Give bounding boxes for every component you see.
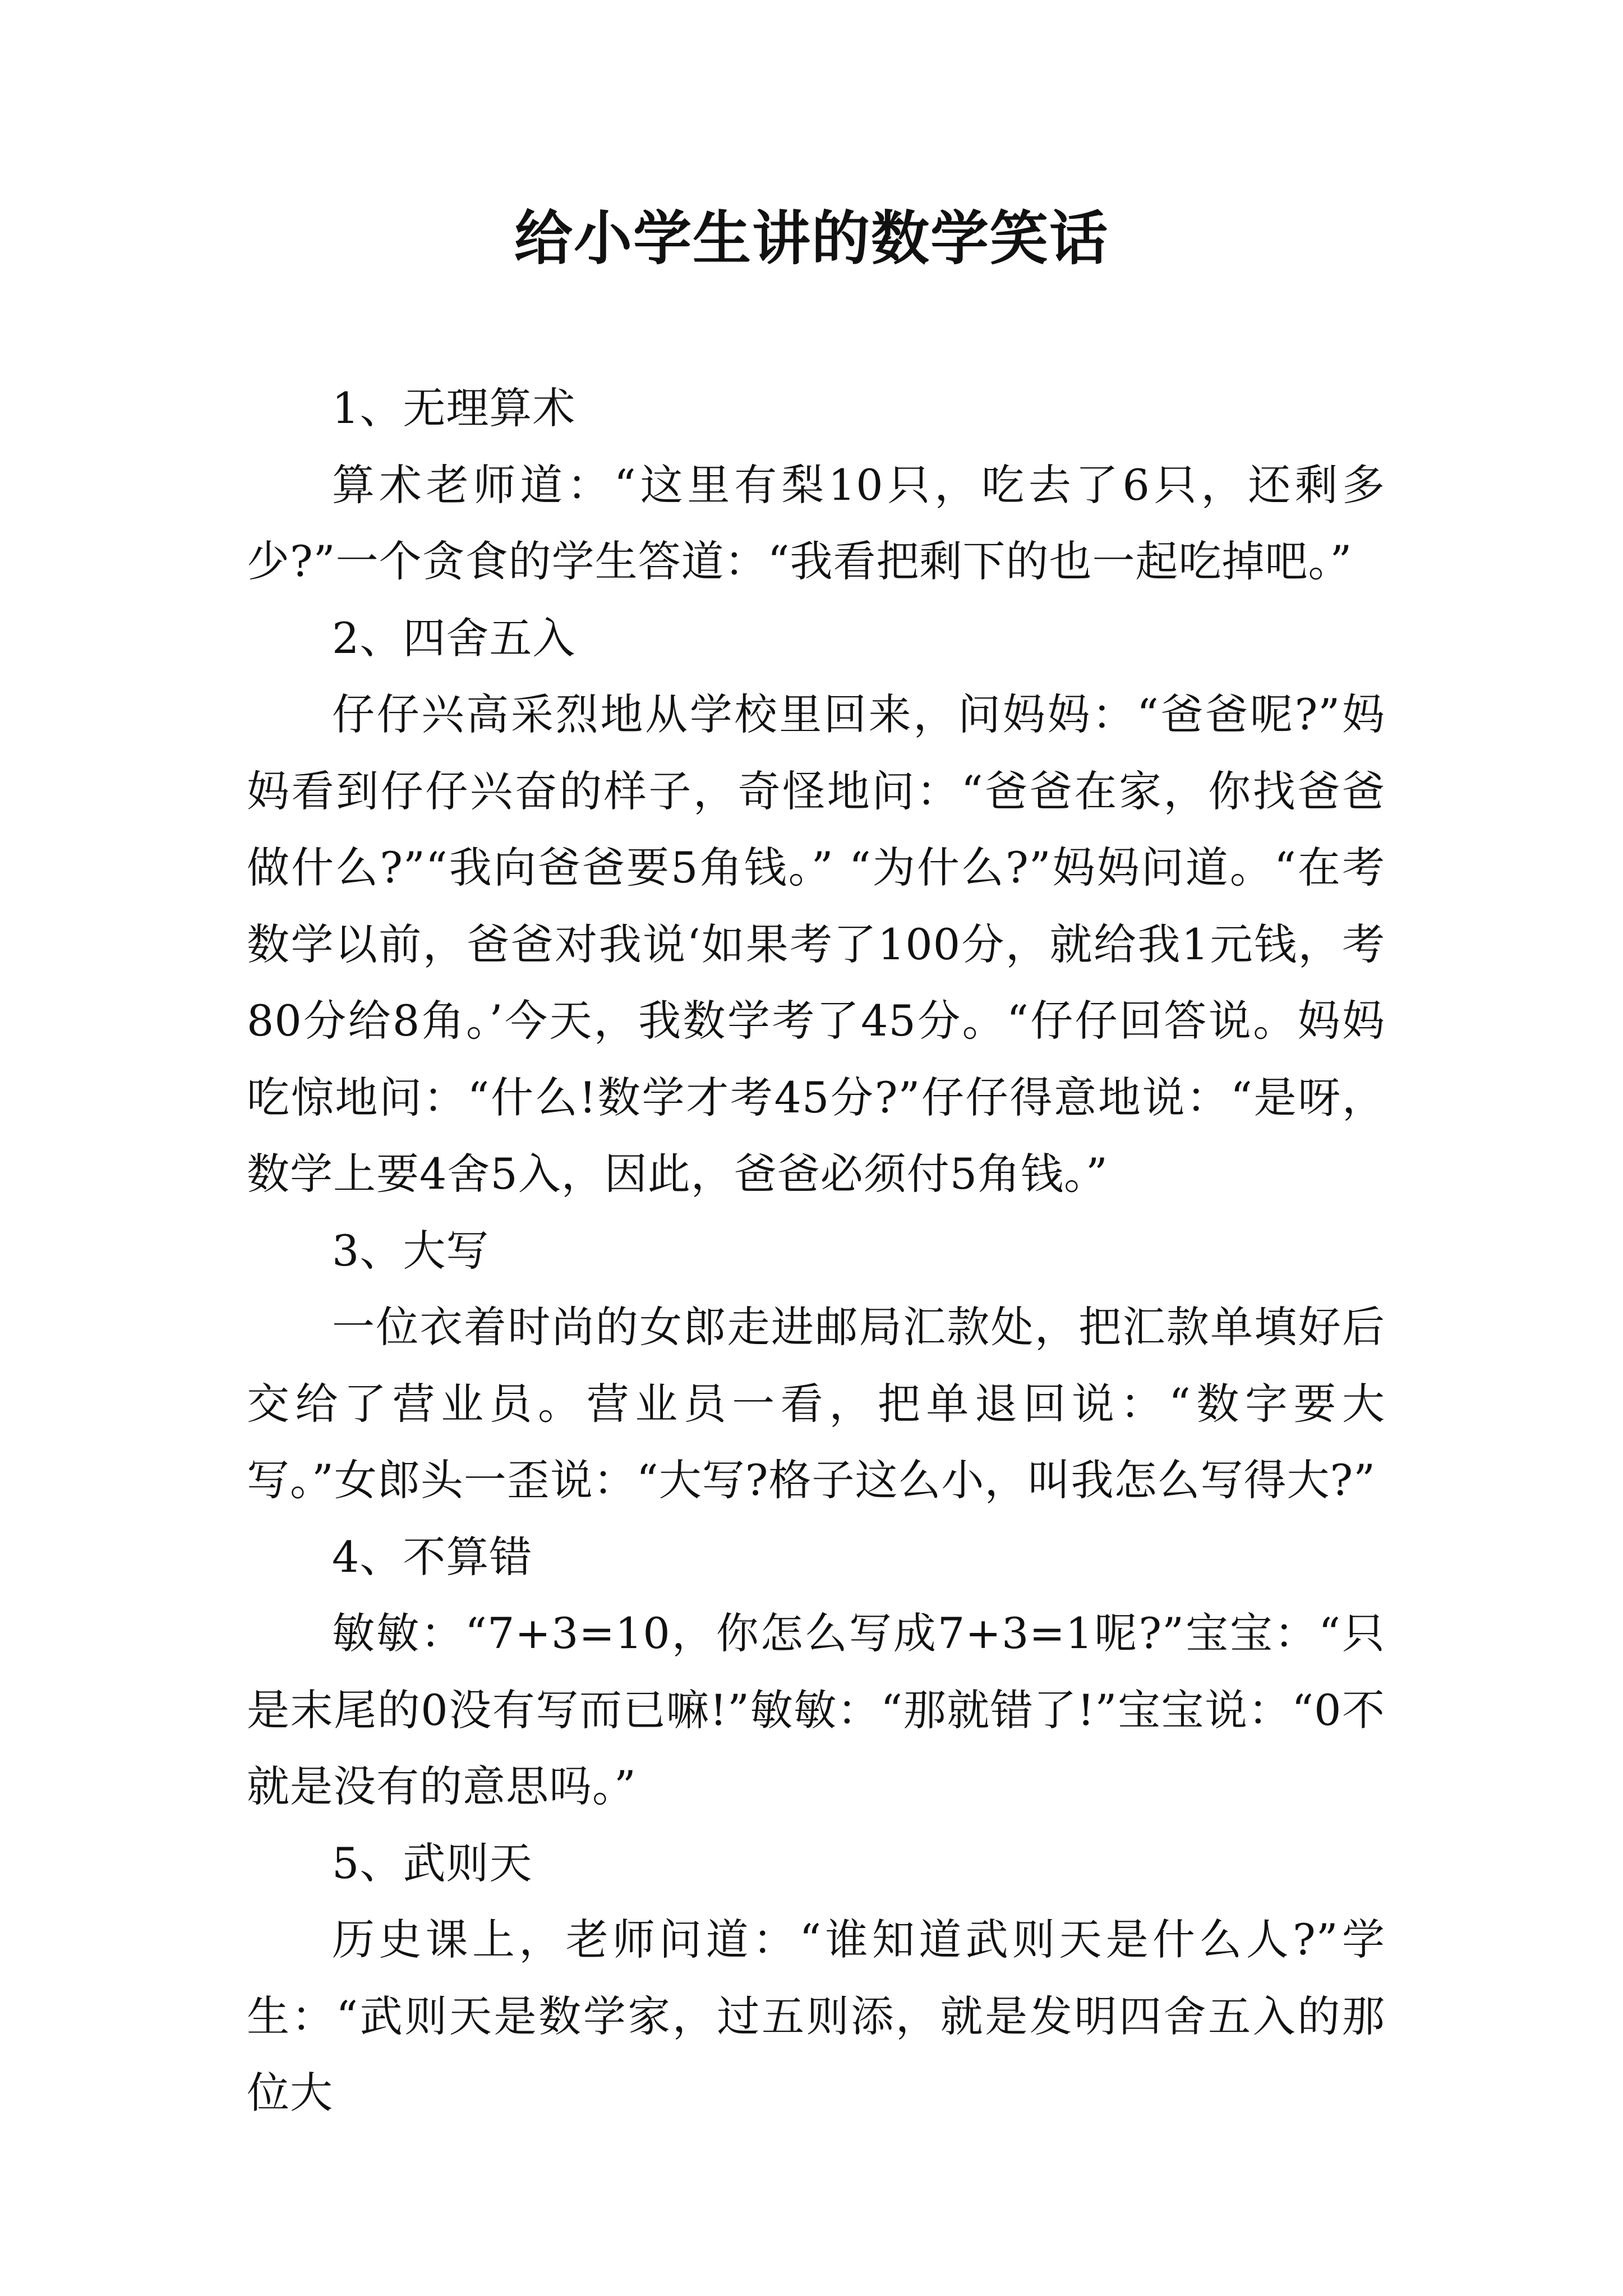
section-paragraph: 敏敏：“7+3=10，你怎么写成7+3=1呢?”宝宝：“只是末尾的0没有写而已嘛!”敏敏：“那就错了!”宝宝说：“0不就是没有的意思吗。” — [247, 1608, 1385, 1811]
section-heading: 5、武则天 — [332, 1838, 533, 1888]
section-heading: 2、四舍五入 — [332, 613, 576, 663]
section-heading: 3、大写 — [332, 1225, 490, 1276]
document-body — [247, 370, 1385, 2132]
document-title: 给小学生讲的数学笑话 — [514, 204, 1109, 273]
section-heading: 4、不算错 — [332, 1531, 533, 1582]
section-paragraph: 仔仔兴高采烈地从学校里回来，问妈妈：“爸爸呢?”妈妈看到仔仔兴奋的样子，奇怪地问：“爸爸在家，你找爸爸做什么?”“我向爸爸要5角钱。” “为什么?”妈妈问道。“在考数学以前，爸爸对我说‘如果考了100分，就给我1元钱，考80分给8角。’今天，我数学考了45分。“仔仔回答说。妈妈吃惊地问：“什么!数学才考45分?”仔仔得意地说：“是呀，数学上要4舍5入，因此，爸爸必须付5角钱。” — [247, 689, 1385, 1199]
section-paragraph: 一位衣着时尚的女郎走进邮局汇款处，把汇款单填好后交给了营业员。营业员一看，把单退回说：“数字要大写。”女郎头一歪说：“大写?格子这么小，叫我怎么写得大?” — [247, 1302, 1385, 1505]
section-paragraph: 算术老师道：“这里有梨10只，吃去了6只，还剩多少?”一个贪食的学生答道：“我看把剩下的也一起吃掉吧。” — [247, 459, 1385, 586]
section-paragraph: 历史课上，老师问道：“谁知道武则天是什么人?”学生：“武则天是数学家，过五则添，就是发明四舍五入的那位大 — [247, 1915, 1385, 2118]
section-heading: 1、无理算术 — [332, 383, 576, 433]
